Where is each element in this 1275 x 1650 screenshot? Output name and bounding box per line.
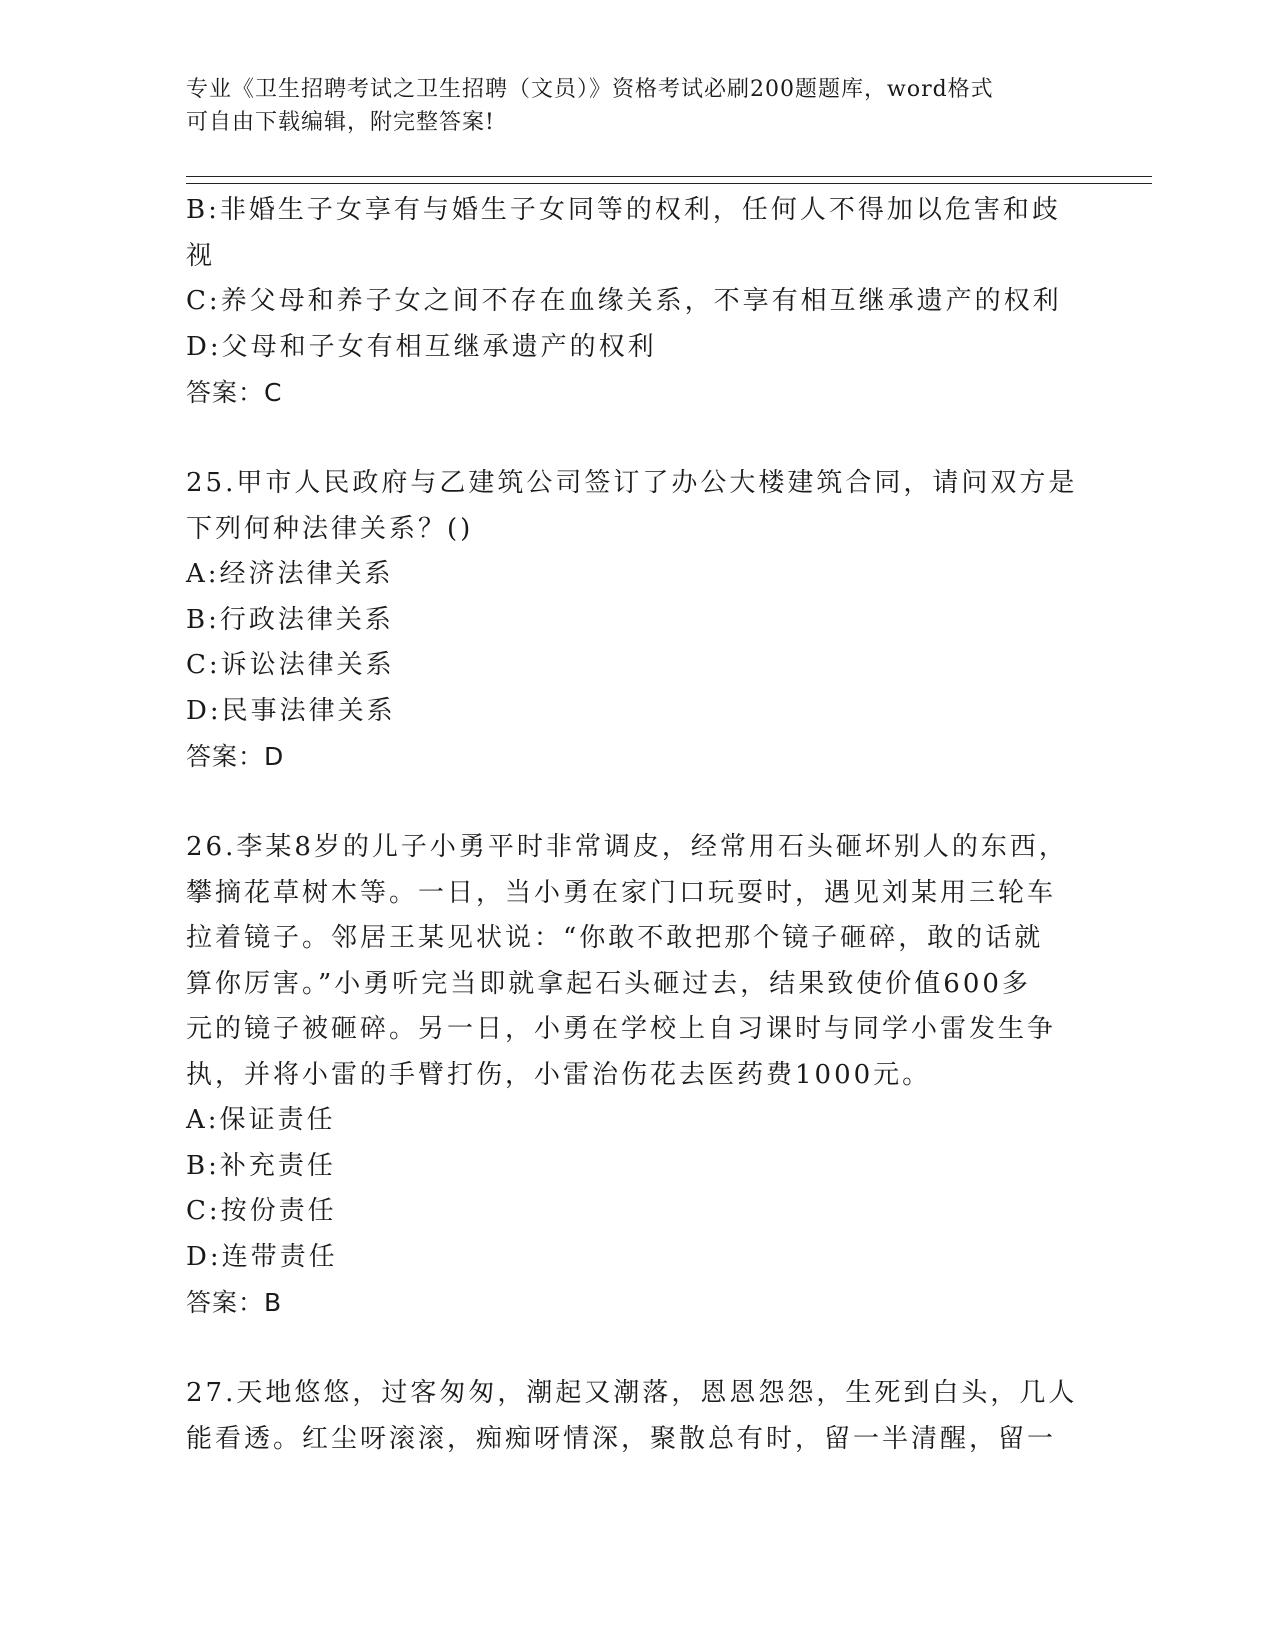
answer-line: 答案：B xyxy=(186,1288,283,1317)
question-stem-continued: 元的镜子被砸碎。另一日，小勇在学校上自习课时与同学小雷发生争 xyxy=(186,1014,1057,1044)
spacer xyxy=(186,780,1066,826)
option-b: B:非婚生子女享有与婚生子女同等的权利，任何人不得加以危害和歧 xyxy=(186,195,1061,225)
option-b-continued: 视 xyxy=(186,240,216,271)
option-b: B:行政法律关系 xyxy=(186,604,394,635)
spacer xyxy=(186,1326,1066,1372)
option-a: A:经济法律关系 xyxy=(186,559,394,589)
spacer xyxy=(186,416,1066,462)
question-stem-continued: 执，并将小雷的手臂打伤，小雷治伤花去医药费1000元。 xyxy=(186,1059,932,1090)
question-stem-continued: 能看透。红尘呀滚滚，痴痴呀情深，聚散总有时，留一半清醒，留一 xyxy=(186,1423,1057,1454)
question-stem-continued: 攀摘花草树木等。一日，当小勇在家门口玩耍时，遇见刘某用三轮车 xyxy=(186,877,1057,908)
answer-line: 答案：D xyxy=(186,742,285,771)
header-title-line1: 专业《卫生招聘考试之卫生招聘（文员）》资格考试必刷200题题库，word格式 xyxy=(186,77,994,102)
question-stem: 26.李某8岁的儿子小勇平时非常调皮，经常用石头砸坏别人的东西， xyxy=(186,832,1068,862)
question-stem: 27.天地悠悠，过客匆匆，潮起又潮落，恩恩怨怨，生死到白头，几人 xyxy=(186,1378,1078,1408)
question-stem-continued: 算你厉害。”小勇听完当即就拿起石头砸过去，结果致使价值600多 xyxy=(186,968,1031,999)
question-content xyxy=(186,188,1078,1462)
header-divider xyxy=(186,176,1152,184)
page-header xyxy=(186,73,1066,139)
question-26 xyxy=(186,825,1066,1326)
option-d: D:连带责任 xyxy=(186,1241,338,1272)
answer-line: 答案：C xyxy=(186,378,283,407)
question-27 xyxy=(186,1371,1078,1462)
option-b: B:补充责任 xyxy=(186,1150,336,1181)
question-stem: 25.甲市人民政府与乙建筑公司签订了办公大楼建筑合同，请问双方是 xyxy=(186,468,1078,498)
option-d: D:父母和子女有相互继承遗产的权利 xyxy=(186,331,657,362)
header-title-line2: 可自由下载编辑，附完整答案! xyxy=(186,110,495,135)
option-c: C:按份责任 xyxy=(186,1196,337,1226)
question-25 xyxy=(186,461,1078,780)
question-stem-continued: 拉着镜子。邻居王某见状说：“你敢不敢把那个镜子砸碎，敢的话就 xyxy=(186,923,1044,953)
option-c: C:诉讼法律关系 xyxy=(186,650,395,680)
option-a: A:保证责任 xyxy=(186,1105,336,1135)
option-d: D:民事法律关系 xyxy=(186,695,396,726)
option-c: C:养父母和养子女之间不存在血缘关系，不享有相互继承遗产的权利 xyxy=(186,286,1062,316)
question-24-continued xyxy=(186,188,1066,416)
question-stem-continued: 下列何种法律关系？() xyxy=(186,513,474,544)
